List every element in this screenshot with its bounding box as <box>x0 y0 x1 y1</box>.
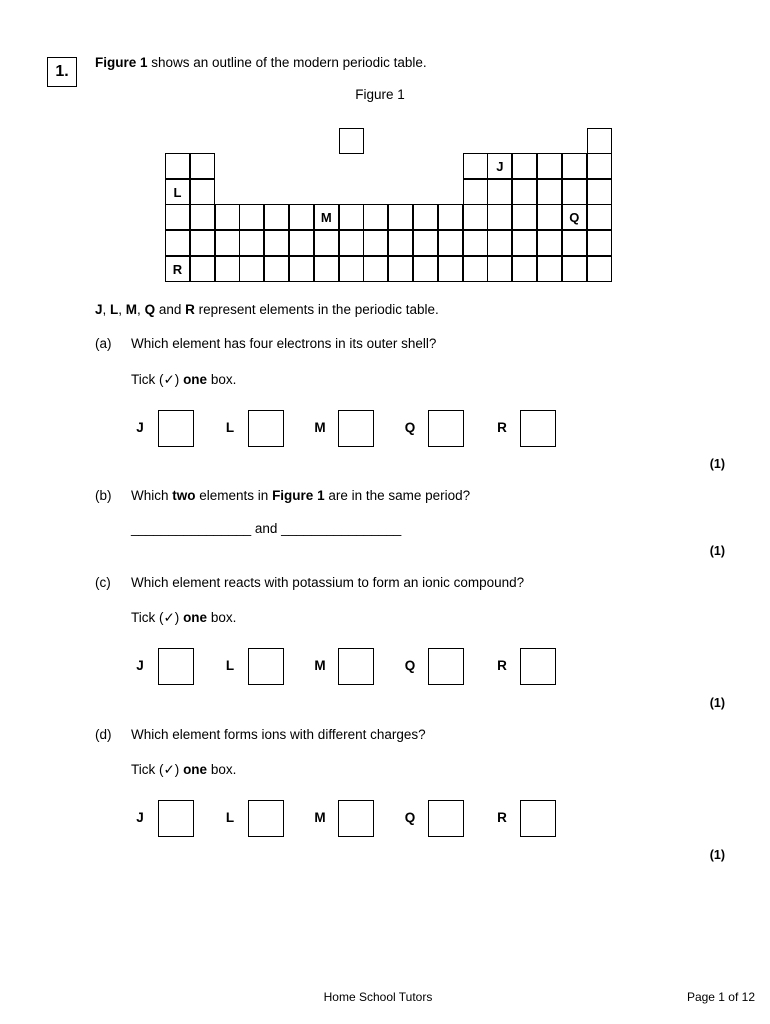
option-label: M <box>314 658 326 673</box>
periodic-table-cell <box>264 204 289 230</box>
instr-pre: Tick (✓) <box>131 372 184 387</box>
part-b-question <box>131 488 470 503</box>
footer-center <box>0 990 770 1004</box>
option-label: M <box>314 810 326 825</box>
periodic-table-cell <box>165 204 190 230</box>
tick-box-L[interactable] <box>248 648 284 685</box>
periodic-table-cell <box>289 256 314 282</box>
periodic-table-cell <box>239 204 264 230</box>
part-c-label: (c) <box>95 575 111 590</box>
periodic-table-cell <box>537 230 562 256</box>
part-b-answer-line[interactable]: ________________ and ________________ <box>131 521 402 536</box>
tick-box-Q[interactable] <box>428 648 464 685</box>
part-a-options <box>130 410 570 447</box>
periodic-table-cell <box>487 256 512 282</box>
periodic-table-cell <box>413 256 438 282</box>
periodic-table-cell <box>537 256 562 282</box>
elements-statement <box>95 302 439 317</box>
instr-post: box. <box>207 372 237 387</box>
part-d-options <box>130 800 570 837</box>
periodic-table-cell <box>190 179 215 205</box>
periodic-table-cell <box>289 204 314 230</box>
periodic-table-cell <box>537 179 562 205</box>
stmt-and: and <box>155 302 186 317</box>
periodic-table-cell <box>587 230 612 256</box>
option-label: R <box>497 810 507 825</box>
tick-box-Q[interactable] <box>428 800 464 837</box>
element-cell-Q: Q <box>562 204 587 230</box>
q-post: are in the same period? <box>324 488 471 503</box>
tick-box-L[interactable] <box>248 800 284 837</box>
tick-box-M[interactable] <box>338 410 374 447</box>
periodic-table-cell <box>289 230 314 256</box>
option-label: Q <box>404 658 416 673</box>
periodic-table-cell <box>512 153 537 179</box>
part-c-instruction <box>131 610 236 626</box>
stmt-R: R <box>185 302 195 317</box>
periodic-table-cell <box>215 256 240 282</box>
periodic-table-cell <box>537 153 562 179</box>
periodic-table-cell <box>487 230 512 256</box>
tick-box-L[interactable] <box>248 410 284 447</box>
intro-figure-ref: Figure 1 <box>95 55 148 70</box>
periodic-table-cell <box>215 230 240 256</box>
stmt-sep: , <box>137 302 145 317</box>
option-label: L <box>225 810 235 825</box>
periodic-table-cell <box>587 128 612 154</box>
periodic-table-cell <box>190 256 215 282</box>
stmt-L: L <box>110 302 119 317</box>
option-label: R <box>497 658 507 673</box>
periodic-table-cell <box>314 230 339 256</box>
periodic-table-cell <box>487 179 512 205</box>
question-number: 1. <box>47 57 77 87</box>
periodic-table-cell <box>463 179 488 205</box>
tick-box-M[interactable] <box>338 800 374 837</box>
tick-box-R[interactable] <box>520 648 556 685</box>
option-label: L <box>225 420 235 435</box>
part-c-mark: (1) <box>709 696 725 710</box>
option-label: J <box>136 810 144 825</box>
periodic-table-cell <box>438 256 463 282</box>
instr-bold: one <box>183 372 208 387</box>
part-d-instruction <box>131 762 236 778</box>
periodic-table-cell <box>463 204 488 230</box>
part-a-label: (a) <box>95 336 112 351</box>
periodic-table-cell <box>363 230 388 256</box>
periodic-table-cell <box>339 230 364 256</box>
q-bold: Figure 1 <box>272 488 325 503</box>
periodic-table-cell <box>339 256 364 282</box>
periodic-table-cell <box>239 230 264 256</box>
periodic-table-cell <box>388 204 413 230</box>
part-a-question: Which element has four electrons in its outer shell? <box>131 336 437 351</box>
periodic-table-cell <box>239 256 264 282</box>
periodic-table-cell <box>537 204 562 230</box>
periodic-table-cell <box>413 230 438 256</box>
part-d-mark: (1) <box>709 848 725 862</box>
periodic-table-cell <box>190 204 215 230</box>
element-cell-M: M <box>314 204 339 230</box>
periodic-table-cell <box>339 204 364 230</box>
periodic-table-cell <box>363 204 388 230</box>
periodic-table-cell <box>264 256 289 282</box>
instr-bold: one <box>183 610 208 625</box>
periodic-table-cell <box>562 256 587 282</box>
periodic-table-cell <box>190 230 215 256</box>
tick-box-Q[interactable] <box>428 410 464 447</box>
periodic-table-cell <box>512 204 537 230</box>
part-d-question: Which element forms ions with different charges? <box>131 727 426 742</box>
periodic-table-cell <box>562 230 587 256</box>
stmt-M: M <box>125 302 138 317</box>
periodic-table-cell <box>463 153 488 179</box>
option-label: J <box>136 420 144 435</box>
tick-box-M[interactable] <box>338 648 374 685</box>
figure-caption-text: Figure 1 <box>355 87 405 102</box>
tick-box-J[interactable] <box>158 410 194 447</box>
periodic-table-cell <box>587 153 612 179</box>
periodic-table-cell <box>388 256 413 282</box>
stmt-Q: Q <box>144 302 156 317</box>
q-mid: elements in <box>195 488 273 503</box>
part-c-question: Which element reacts with potassium to form an ionic compound? <box>131 575 525 590</box>
periodic-table-cell <box>512 179 537 205</box>
instr-post: box. <box>207 610 237 625</box>
instr-post: box. <box>207 762 237 777</box>
periodic-table-cell <box>388 230 413 256</box>
option-label: Q <box>404 810 416 825</box>
tick-box-J[interactable] <box>158 648 194 685</box>
periodic-table-cell <box>165 230 190 256</box>
periodic-table-cell <box>512 256 537 282</box>
periodic-table-cell <box>264 230 289 256</box>
periodic-table-cell <box>215 204 240 230</box>
element-cell-R: R <box>165 256 190 282</box>
option-label: L <box>225 658 235 673</box>
q-pre: Which <box>131 488 173 503</box>
option-label: J <box>136 658 144 673</box>
periodic-table-cell <box>413 204 438 230</box>
stmt-sep: , <box>102 302 111 317</box>
periodic-table-cell <box>463 256 488 282</box>
periodic-table-cell <box>562 179 587 205</box>
q-bold: two <box>172 488 196 503</box>
stmt-rest: represent elements in the periodic table. <box>194 302 439 317</box>
periodic-table-cell <box>463 230 488 256</box>
periodic-table-cell <box>587 256 612 282</box>
periodic-table-outline <box>0 0 770 300</box>
periodic-table-cell <box>314 256 339 282</box>
intro-text: shows an outline of the modern periodic table. <box>147 55 427 70</box>
periodic-table-cell <box>363 256 388 282</box>
tick-box-J[interactable] <box>158 800 194 837</box>
part-a-instruction <box>131 372 236 388</box>
periodic-table-cell <box>512 230 537 256</box>
periodic-table-cell <box>165 153 190 179</box>
instr-bold: one <box>183 762 208 777</box>
page-number: Page 1 of 12 <box>686 990 755 1004</box>
instr-pre: Tick (✓) <box>131 610 184 625</box>
option-label: R <box>497 420 507 435</box>
periodic-table-cell <box>587 179 612 205</box>
element-cell-L: L <box>165 179 190 205</box>
periodic-table-cell <box>438 230 463 256</box>
part-b-label: (b) <box>95 488 112 503</box>
element-cell-J: J <box>487 153 512 179</box>
periodic-table-cell <box>339 128 364 154</box>
part-c-options <box>130 648 570 685</box>
periodic-table-cell <box>190 153 215 179</box>
option-label: Q <box>404 420 416 435</box>
option-label: M <box>314 420 326 435</box>
stmt-J: J <box>95 302 103 317</box>
periodic-table-cell <box>587 204 612 230</box>
instr-pre: Tick (✓) <box>131 762 184 777</box>
tick-box-R[interactable] <box>520 800 556 837</box>
periodic-table-cell <box>562 153 587 179</box>
footer-publisher: Home School Tutors <box>323 990 433 1004</box>
stmt-sep: , <box>118 302 126 317</box>
part-d-label: (d) <box>95 727 112 742</box>
part-b-mark: (1) <box>709 544 725 558</box>
periodic-table-cell <box>487 204 512 230</box>
part-a-mark: (1) <box>709 457 725 471</box>
periodic-table-cell <box>438 204 463 230</box>
tick-box-R[interactable] <box>520 410 556 447</box>
